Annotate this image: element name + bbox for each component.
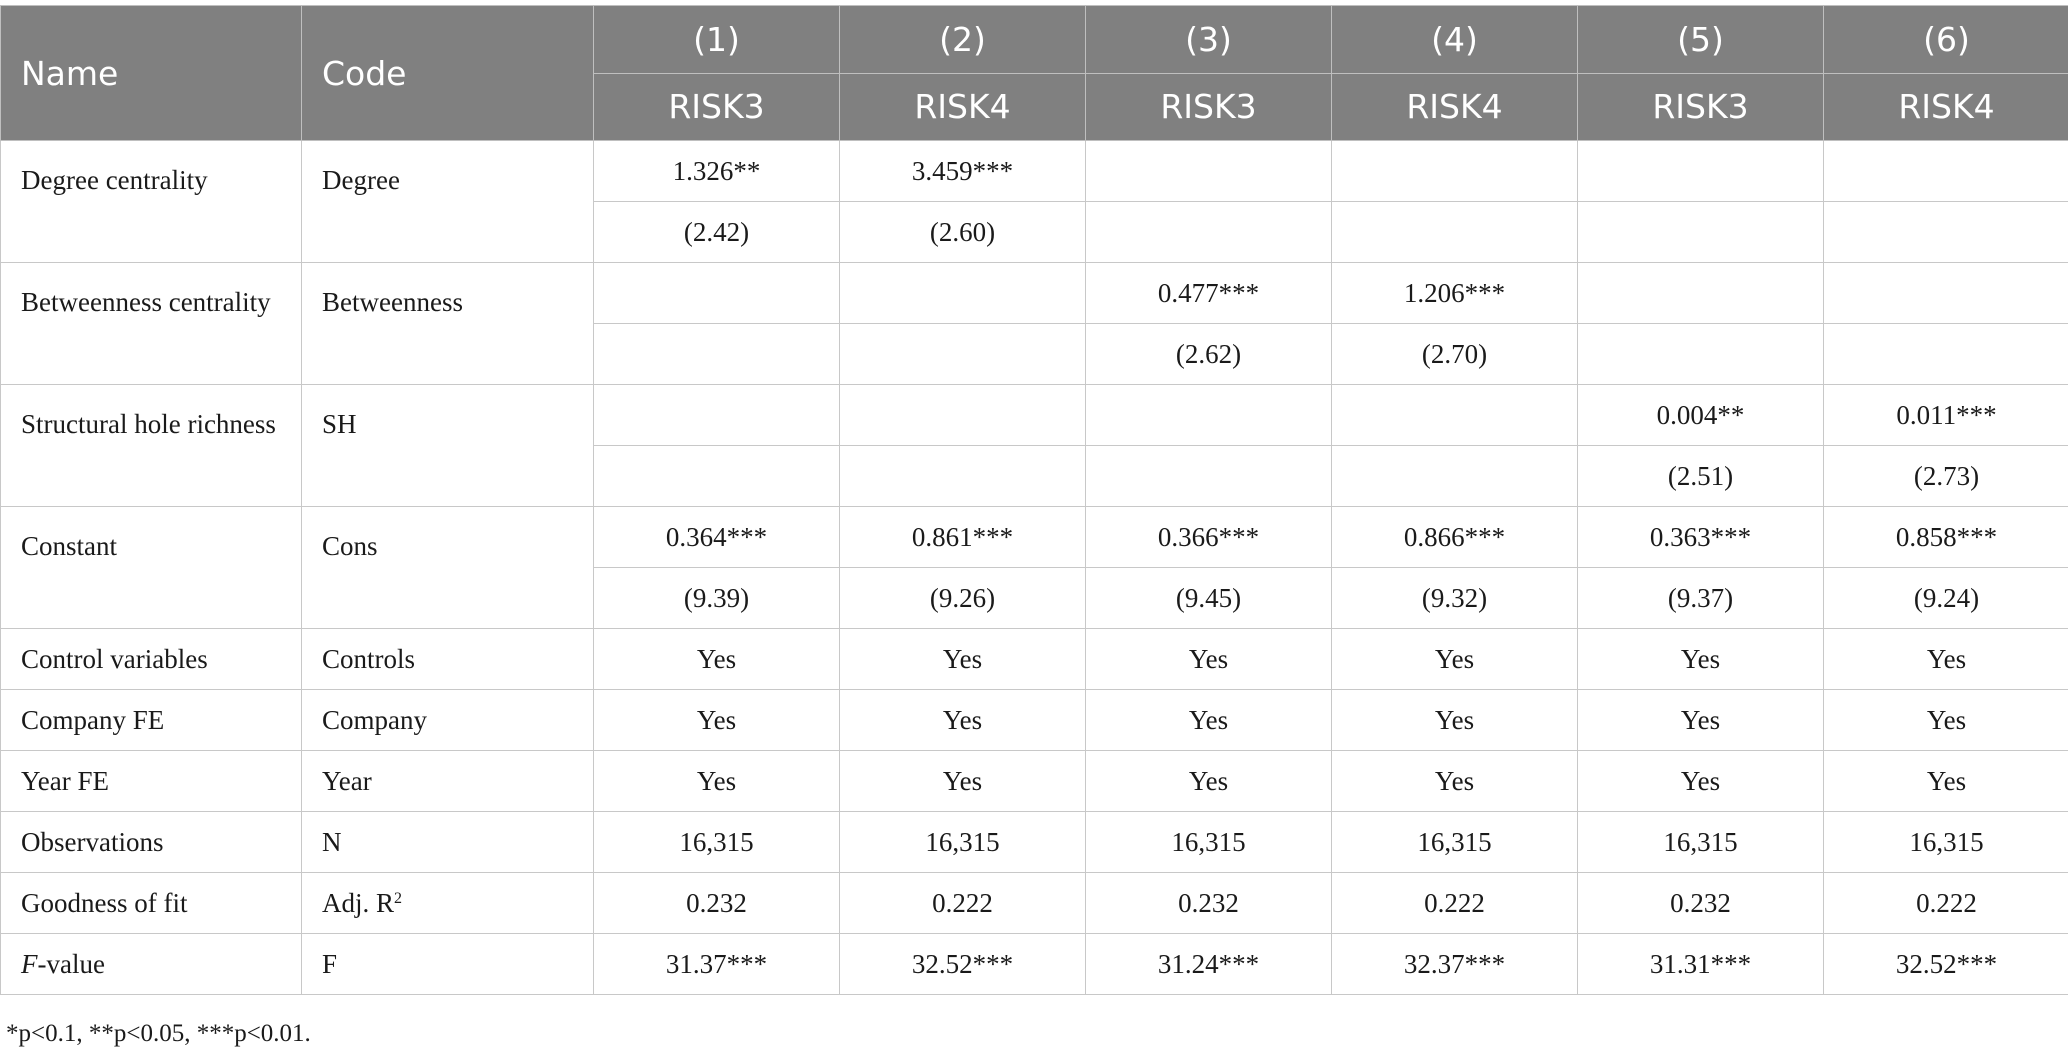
value-cell: Yes	[594, 629, 840, 690]
coef-cell	[1824, 141, 2068, 202]
row-name: Year FE	[1, 751, 302, 812]
value-cell: Yes	[594, 690, 840, 751]
row-code: F	[302, 934, 594, 995]
value-cell: 32.37***	[1332, 934, 1578, 995]
row-name-rest: -value	[37, 948, 105, 979]
coef-cell: 0.858***	[1824, 507, 2068, 568]
header-dependent-var: RISK4	[1332, 73, 1578, 141]
coef-cell: 0.363***	[1578, 507, 1824, 568]
coef-cell: 1.326**	[594, 141, 840, 202]
value-cell: 32.52***	[840, 934, 1086, 995]
coef-cell	[1086, 141, 1332, 202]
row-name: Constant	[1, 507, 302, 629]
value-cell: 0.222	[840, 873, 1086, 934]
row-code: Company	[302, 690, 594, 751]
row-name-italic: F	[21, 948, 38, 979]
header-dependent-var: RISK4	[840, 73, 1086, 141]
value-cell: 16,315	[1578, 812, 1824, 873]
tstat-cell: (2.60)	[840, 202, 1086, 263]
value-cell: Yes	[1332, 690, 1578, 751]
tstat-cell: (9.24)	[1824, 568, 2068, 629]
coef-cell: 0.366***	[1086, 507, 1332, 568]
table-row	[1, 873, 2068, 934]
header-name: Name	[1, 6, 302, 141]
value-cell: 0.232	[594, 873, 840, 934]
coef-cell: 0.477***	[1086, 263, 1332, 324]
row-name: Control variables	[1, 629, 302, 690]
row-code: Year	[302, 751, 594, 812]
tstat-cell	[1824, 202, 2068, 263]
tstat-cell: (9.45)	[1086, 568, 1332, 629]
value-cell: Yes	[1824, 629, 2068, 690]
value-cell: 0.232	[1086, 873, 1332, 934]
tstat-cell	[594, 446, 840, 507]
value-cell: Yes	[1824, 690, 2068, 751]
tstat-cell	[1086, 446, 1332, 507]
value-cell: Yes	[1824, 751, 2068, 812]
table-row-coefficient	[1, 141, 2068, 202]
coef-cell	[1578, 263, 1824, 324]
value-cell: Yes	[840, 629, 1086, 690]
value-cell: Yes	[1578, 629, 1824, 690]
tstat-cell	[1332, 202, 1578, 263]
table-row	[1, 690, 2068, 751]
coef-cell	[1332, 385, 1578, 446]
value-cell: 0.232	[1578, 873, 1824, 934]
value-cell: 16,315	[1332, 812, 1578, 873]
tstat-cell	[594, 324, 840, 385]
row-code-superscript: 2	[394, 889, 403, 907]
table-row	[1, 812, 2068, 873]
header-dependent-var: RISK3	[1578, 73, 1824, 141]
coef-cell: 3.459***	[840, 141, 1086, 202]
tstat-cell: (9.32)	[1332, 568, 1578, 629]
tstat-cell: (2.51)	[1578, 446, 1824, 507]
row-name: Company FE	[1, 690, 302, 751]
row-code: Degree	[302, 141, 594, 263]
tstat-cell: (9.26)	[840, 568, 1086, 629]
header-model-number: (3)	[1086, 6, 1332, 74]
value-cell: Yes	[1086, 690, 1332, 751]
coef-cell	[594, 263, 840, 324]
value-cell: Yes	[1332, 629, 1578, 690]
value-cell: Yes	[1086, 629, 1332, 690]
tstat-cell	[1578, 324, 1824, 385]
value-cell: 31.24***	[1086, 934, 1332, 995]
tstat-cell: (2.62)	[1086, 324, 1332, 385]
coef-cell: 1.206***	[1332, 263, 1578, 324]
coef-cell	[1086, 385, 1332, 446]
table-row	[1, 629, 2068, 690]
tstat-cell	[1578, 202, 1824, 263]
row-name: Structural hole richness	[1, 385, 302, 507]
value-cell: 32.52***	[1824, 934, 2068, 995]
table-row	[1, 751, 2068, 812]
row-code: SH	[302, 385, 594, 507]
header-row-models	[1, 6, 2068, 74]
table-row-coefficient	[1, 263, 2068, 324]
row-name: Betweenness centrality	[1, 263, 302, 385]
coef-cell: 0.364***	[594, 507, 840, 568]
header-dependent-var: RISK3	[1086, 73, 1332, 141]
value-cell: Yes	[1332, 751, 1578, 812]
coef-cell: 0.866***	[1332, 507, 1578, 568]
value-cell: 16,315	[840, 812, 1086, 873]
row-name	[1, 934, 302, 995]
tstat-cell	[1086, 202, 1332, 263]
row-code-text: Adj. R	[322, 887, 395, 918]
value-cell: 16,315	[1086, 812, 1332, 873]
coef-cell: 0.011***	[1824, 385, 2068, 446]
value-cell: Yes	[594, 751, 840, 812]
header-model-number: (2)	[840, 6, 1086, 74]
value-cell: Yes	[840, 751, 1086, 812]
tstat-cell	[1824, 324, 2068, 385]
row-code: Betweenness	[302, 263, 594, 385]
header-dependent-var: RISK4	[1824, 73, 2068, 141]
header-model-number: (1)	[594, 6, 840, 74]
tstat-cell: (9.37)	[1578, 568, 1824, 629]
header-model-number: (6)	[1824, 6, 2068, 74]
value-cell: 16,315	[594, 812, 840, 873]
value-cell: Yes	[1578, 751, 1824, 812]
coef-cell	[1332, 141, 1578, 202]
tstat-cell: (9.39)	[594, 568, 840, 629]
tstat-cell	[840, 324, 1086, 385]
coef-cell	[1578, 141, 1824, 202]
table-row	[1, 934, 2068, 995]
tstat-cell: (2.42)	[594, 202, 840, 263]
header-model-number: (4)	[1332, 6, 1578, 74]
coef-cell	[840, 385, 1086, 446]
tstat-cell: (2.73)	[1824, 446, 2068, 507]
value-cell: Yes	[1086, 751, 1332, 812]
row-name: Observations	[1, 812, 302, 873]
coef-cell: 0.861***	[840, 507, 1086, 568]
value-cell: 0.222	[1332, 873, 1578, 934]
header-code: Code	[302, 6, 594, 141]
table-row-coefficient	[1, 507, 2068, 568]
value-cell: Yes	[840, 690, 1086, 751]
value-cell: 31.31***	[1578, 934, 1824, 995]
value-cell: Yes	[1578, 690, 1824, 751]
coef-cell	[1824, 263, 2068, 324]
table-row-coefficient	[1, 385, 2068, 446]
tstat-cell	[840, 446, 1086, 507]
tstat-cell	[1332, 446, 1578, 507]
tstat-cell: (2.70)	[1332, 324, 1578, 385]
row-name: Goodness of fit	[1, 873, 302, 934]
coef-cell	[840, 263, 1086, 324]
row-code	[302, 873, 594, 934]
value-cell: 31.37***	[594, 934, 840, 995]
value-cell: 16,315	[1824, 812, 2068, 873]
coef-cell: 0.004**	[1578, 385, 1824, 446]
significance-note: *p<0.1, **p<0.05, ***p<0.01.	[6, 1020, 311, 1047]
value-cell: 0.222	[1824, 873, 2068, 934]
row-code: N	[302, 812, 594, 873]
regression-table	[0, 5, 2068, 995]
header-model-number: (5)	[1578, 6, 1824, 74]
table-body	[1, 141, 2068, 995]
row-name: Degree centrality	[1, 141, 302, 263]
header-dependent-var: RISK3	[594, 73, 840, 141]
row-code: Cons	[302, 507, 594, 629]
coef-cell	[594, 385, 840, 446]
row-code: Controls	[302, 629, 594, 690]
table-header	[1, 6, 2068, 141]
